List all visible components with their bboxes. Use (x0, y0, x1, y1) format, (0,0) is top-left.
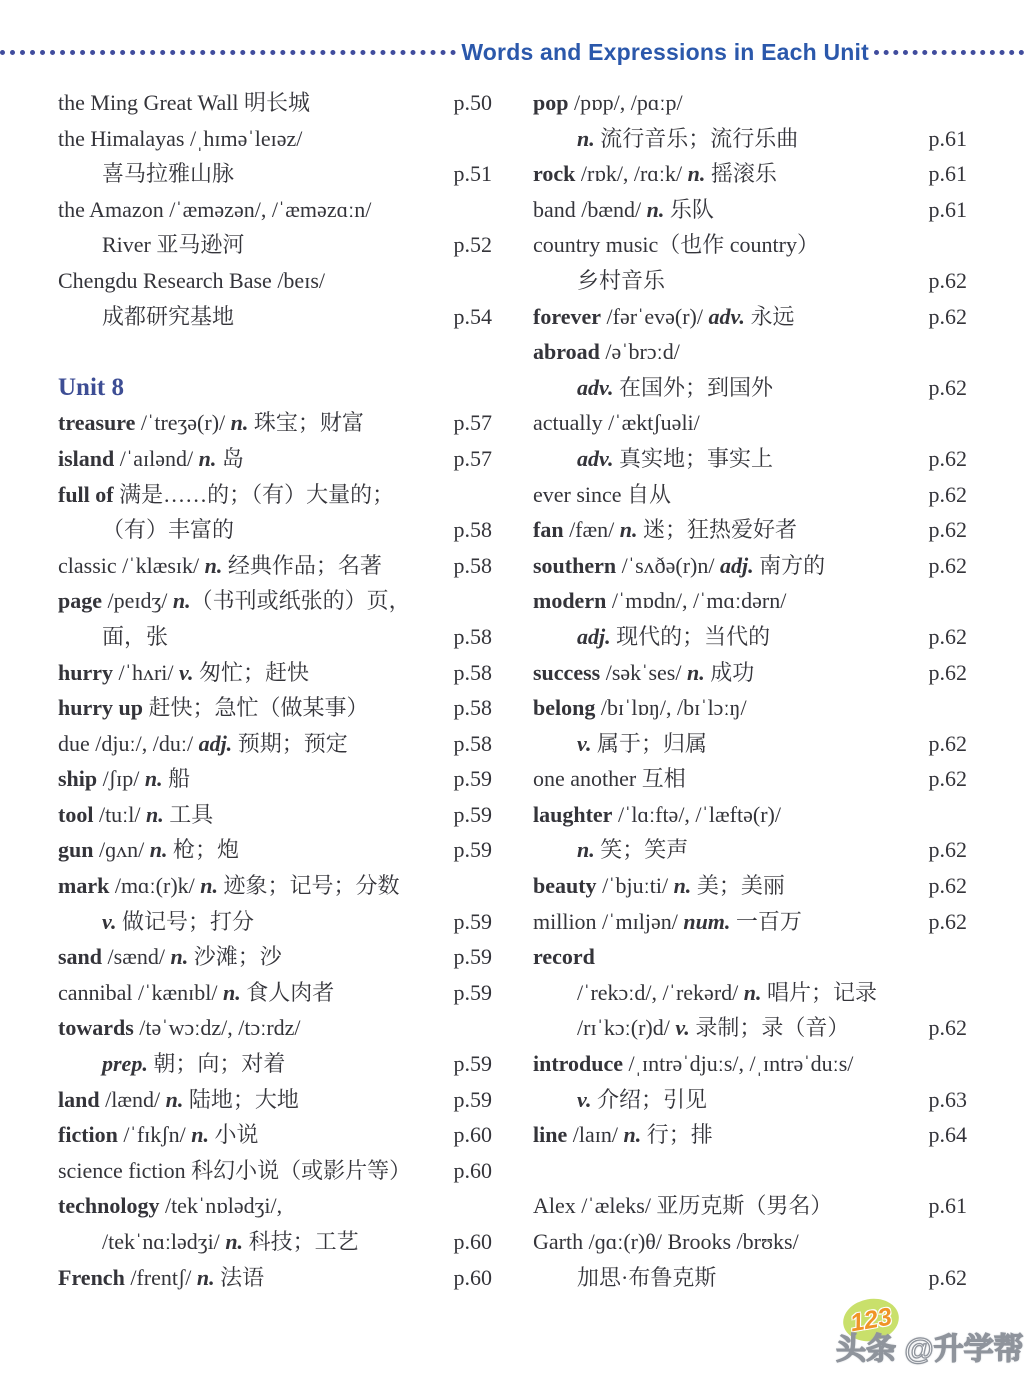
page-number-badge: 123 (840, 1294, 902, 1345)
entry-text: fiction /ˈfɪkʃn/ n. 小说 (58, 1122, 259, 1148)
entry-text: the Himalayas /ˌhɪməˈleɪəz/ (58, 125, 303, 151)
entry-line (533, 655, 967, 691)
entry-line (533, 619, 967, 655)
entry-line (533, 1010, 967, 1046)
entry-line (58, 655, 492, 691)
page-header (0, 38, 1024, 66)
entry-line (533, 1046, 967, 1082)
entry-text: fan /fæn/ n. 迷；狂热爱好者 (533, 517, 798, 543)
entry-text: adj. 现代的；当代的 (577, 623, 771, 649)
entry-line (533, 548, 967, 584)
entry-text: v. 属于；归属 (577, 730, 707, 756)
page-ref: p.62 (928, 837, 967, 863)
entry-line (58, 904, 492, 940)
entry-text: rock /rɒk/, /rɑːk/ n. 摇滚乐 (533, 161, 777, 187)
page-ref: p.61 (928, 161, 967, 187)
entry-text: beauty /ˈbjuːti/ n. 美；美丽 (533, 873, 785, 899)
page-ref: p.58 (453, 552, 492, 578)
entry-line (58, 690, 492, 726)
entry-text: 面，张 (102, 623, 169, 649)
entry-line (533, 726, 967, 762)
page-ref: p.58 (453, 659, 492, 685)
entry-text: v. 做记号；打分 (102, 908, 254, 934)
entry-line (58, 1117, 492, 1153)
entry-text: gun /ɡʌn/ n. 枪；炮 (58, 837, 239, 863)
page-ref: p.62 (928, 374, 967, 400)
entry-text: Alex /ˈæleks/ 亚历克斯（男名） (533, 1193, 833, 1219)
entry-text: treasure /ˈtreʒə(r)/ n. 珠宝；财富 (58, 410, 364, 436)
entry-line (533, 334, 967, 370)
entry-text: n. 流行音乐；流行乐曲 (577, 125, 799, 151)
entry-line (58, 405, 492, 441)
entry-line (58, 797, 492, 833)
entry-line (58, 761, 492, 797)
entry-line (58, 441, 492, 477)
entry-text: 喜马拉雅山脉 (102, 161, 235, 187)
entry-line (533, 1082, 967, 1118)
entry-line (533, 477, 967, 513)
page-ref: p.58 (453, 517, 492, 543)
entry-line (533, 441, 967, 477)
entry-text: Chengdu Research Base /beɪs/ (58, 267, 325, 293)
page-ref: p.57 (453, 445, 492, 471)
entry-line (58, 832, 492, 868)
entry-line (533, 1188, 967, 1224)
entry-text: /tekˈnɑːlədʒi/ n. 科技；工艺 (102, 1229, 359, 1254)
entry-line (533, 227, 967, 263)
entry-line (58, 975, 492, 1011)
entry-text: ship /ʃɪp/ n. 船 (58, 766, 191, 792)
entry-line (58, 477, 492, 513)
entry-line (58, 263, 492, 299)
entry-text: technology /tekˈnɒlədʒi/, (58, 1193, 283, 1219)
entry-line (58, 583, 492, 619)
vocabulary-list (58, 85, 967, 1295)
entry-line (533, 1260, 967, 1296)
entry-line (533, 263, 967, 299)
entry-line (58, 939, 492, 975)
entry-text: sand /sænd/ n. 沙滩；沙 (58, 944, 282, 970)
page-ref: p.60 (453, 1157, 492, 1183)
entry-text: （有）丰富的 (102, 517, 235, 543)
entry-line (58, 548, 492, 584)
entry-text: French /frentʃ/ n. 法语 (58, 1264, 265, 1290)
page-ref: p.64 (928, 1122, 967, 1148)
page-ref: p.62 (928, 481, 967, 507)
entry-line (533, 939, 967, 975)
entry-line (533, 690, 967, 726)
entry-text: adv. 在国外；到国外 (577, 374, 773, 400)
entry-line (58, 619, 492, 655)
entry-text: Garth /ɡɑː(r)θ/ Brooks /brʊks/ (533, 1229, 799, 1254)
entry-line (58, 512, 492, 548)
entry-text: line /laɪn/ n. 行；排 (533, 1122, 713, 1148)
page-ref: p.62 (928, 445, 967, 471)
page-ref: p.60 (453, 1229, 492, 1254)
page-ref: p.61 (928, 196, 967, 222)
page-ref: p.63 (928, 1086, 967, 1112)
entry-text: abroad /əˈbrɔːd/ (533, 339, 680, 365)
entry-line (58, 1188, 492, 1224)
page-ref: p.61 (928, 1193, 967, 1219)
entry-line (58, 1046, 492, 1082)
entry-text: country music（也作 country） (533, 232, 819, 258)
page-ref: p.59 (453, 944, 492, 970)
entry-line (533, 85, 967, 121)
page-ref: p.54 (453, 303, 492, 329)
entry-text: mark /mɑː(r)k/ n. 迹象；记号；分数 (58, 873, 400, 899)
page-ref: p.59 (453, 1086, 492, 1112)
page-ref: p.62 (928, 267, 967, 293)
entry-text: hurry up 赶快；急忙（做某事） (58, 695, 369, 721)
page-ref: p.59 (453, 837, 492, 863)
entry-line (533, 405, 967, 441)
page-ref: p.60 (453, 1122, 492, 1148)
right-column (533, 85, 967, 1295)
page-ref: p.58 (453, 623, 492, 649)
page-ref: p.60 (453, 1264, 492, 1290)
unit-heading: Unit 8 (58, 373, 124, 401)
left-column (58, 85, 492, 1295)
entry-line (533, 1117, 967, 1153)
page-ref: p.62 (928, 873, 967, 899)
dotted-line-right (874, 50, 1024, 55)
entry-text: n. 笑；笑声 (577, 837, 689, 863)
page-ref: p.59 (453, 766, 492, 792)
entry-text: the Ming Great Wall 明长城 (58, 90, 311, 115)
entry-text: towards /təˈwɔːdz/, /tɔːrdz/ (58, 1015, 301, 1041)
entry-text: 成都研究基地 (102, 303, 235, 329)
entry-text: the Amazon /ˈæməzən/, /ˈæməzɑːn/ (58, 196, 372, 222)
page-ref: p.62 (928, 303, 967, 329)
page-ref: p.59 (453, 908, 492, 934)
entry-text: million /ˈmɪljən/ num. 一百万 (533, 908, 802, 934)
entry-text: science fiction 科幻小说（或影片等） (58, 1157, 412, 1183)
entry-text: modern /ˈmɒdn/, /ˈmɑːdərn/ (533, 588, 787, 614)
entry-line (533, 1224, 967, 1260)
page-ref: p.62 (928, 659, 967, 685)
entry-text: River 亚马逊河 (102, 232, 245, 258)
entry-text: actually /ˈæktʃuəli/ (533, 410, 700, 436)
entry-text: belong /bɪˈlɒŋ/, /bɪˈlɔːŋ/ (533, 695, 747, 721)
entry-line (58, 227, 492, 263)
entry-text: /ˈrekɔːd/, /ˈrekərd/ n. 唱片；记录 (577, 979, 878, 1005)
entry-line (58, 1153, 492, 1189)
entry-line (533, 370, 967, 406)
entry-text: page /peɪdʒ/ n.（书刊或纸张的）页， (58, 588, 411, 614)
entry-line (533, 904, 967, 940)
page-ref: p.59 (453, 1051, 492, 1077)
page-ref: p.50 (453, 90, 492, 115)
entry-text: due /djuː/, /duː/ adj. 预期；预定 (58, 730, 348, 756)
entry-text: band /bænd/ n. 乐队 (533, 196, 714, 222)
entry-text: record (533, 944, 595, 970)
entry-line (533, 512, 967, 548)
page-ref: p.62 (928, 1015, 967, 1041)
entry-text: prep. 朝；向；对着 (102, 1051, 286, 1077)
entry-text: introduce /ˌɪntrəˈdjuːs/, /ˌɪntrəˈduːs/ (533, 1051, 854, 1077)
entry-line (58, 121, 492, 157)
entry-text: hurry /ˈhʌri/ v. 匆忙；赶快 (58, 659, 309, 685)
entry-line (533, 761, 967, 797)
entry-text: forever /fərˈevə(r)/ adv. 永远 (533, 303, 795, 329)
entry-text: ever since 自从 (533, 481, 672, 507)
page-ref: p.62 (928, 552, 967, 578)
entry-line (58, 868, 492, 904)
page-ref: p.59 (453, 801, 492, 827)
entry-line (58, 1260, 492, 1296)
entry-text: /rɪˈkɔː(r)d/ v. 录制；录（音） (577, 1015, 850, 1041)
entry-line (58, 192, 492, 228)
entry-line (58, 299, 492, 335)
entry-text: 乡村音乐 (577, 267, 666, 293)
page-ref: p.59 (453, 979, 492, 1005)
entry-line (533, 583, 967, 619)
entry-text: tool /tuːl/ n. 工具 (58, 801, 214, 827)
page-ref: p.61 (928, 125, 967, 151)
entry-line (58, 1010, 492, 1046)
entry-line (533, 192, 967, 228)
entry-line (58, 726, 492, 762)
entry-text: one another 互相 (533, 766, 686, 792)
entry-text: cannibal /ˈkænɪbl/ n. 食人肉者 (58, 979, 335, 1005)
page-ref: p.62 (928, 730, 967, 756)
entry-line (533, 797, 967, 833)
entry-text: laughter /ˈlɑːftə/, /ˈlæftə(r)/ (533, 801, 781, 827)
page-ref: p.58 (453, 730, 492, 756)
page-ref: p.52 (453, 232, 492, 258)
entry-line (533, 975, 967, 1011)
page-ref: p.62 (928, 623, 967, 649)
entry-text: island /ˈaɪlənd/ n. 岛 (58, 445, 244, 471)
entry-text: classic /ˈklæsɪk/ n. 经典作品；名著 (58, 552, 382, 578)
entry-text: v. 介绍；引见 (577, 1086, 707, 1112)
page-ref: p.62 (928, 1264, 967, 1290)
entry-text: land /lænd/ n. 陆地；大地 (58, 1086, 299, 1112)
entry-text: 加思·布鲁克斯 (577, 1264, 717, 1290)
entry-text: southern /ˈsʌðə(r)n/ adj. 南方的 (533, 552, 826, 578)
entry-line (533, 121, 967, 157)
column-gap (58, 334, 492, 370)
entry-line (533, 832, 967, 868)
page-ref: p.62 (928, 517, 967, 543)
entry-text: full of 满是……的；（有）大量的； (58, 481, 395, 507)
header-title: Words and Expressions in Each Unit (461, 38, 869, 65)
entry-text: pop /pɒp/, /pɑːp/ (533, 90, 683, 115)
entry-line (58, 1082, 492, 1118)
dotted-line-left (0, 50, 456, 55)
page-ref: p.62 (928, 908, 967, 934)
entry-text: adv. 真实地；事实上 (577, 445, 773, 471)
page-ref: p.51 (453, 161, 492, 187)
column-gap (533, 1153, 967, 1189)
page-ref: p.58 (453, 695, 492, 721)
entry-line (533, 299, 967, 335)
entry-line (58, 156, 492, 192)
entry-line (533, 868, 967, 904)
page-ref: p.62 (928, 766, 967, 792)
entry-line (58, 1224, 492, 1260)
page-ref: p.57 (453, 410, 492, 436)
entry-text: success /səkˈses/ n. 成功 (533, 659, 755, 685)
entry-line (58, 85, 492, 121)
entry-line (533, 156, 967, 192)
watermark: 头条 @升学帮 (836, 1333, 1024, 1366)
